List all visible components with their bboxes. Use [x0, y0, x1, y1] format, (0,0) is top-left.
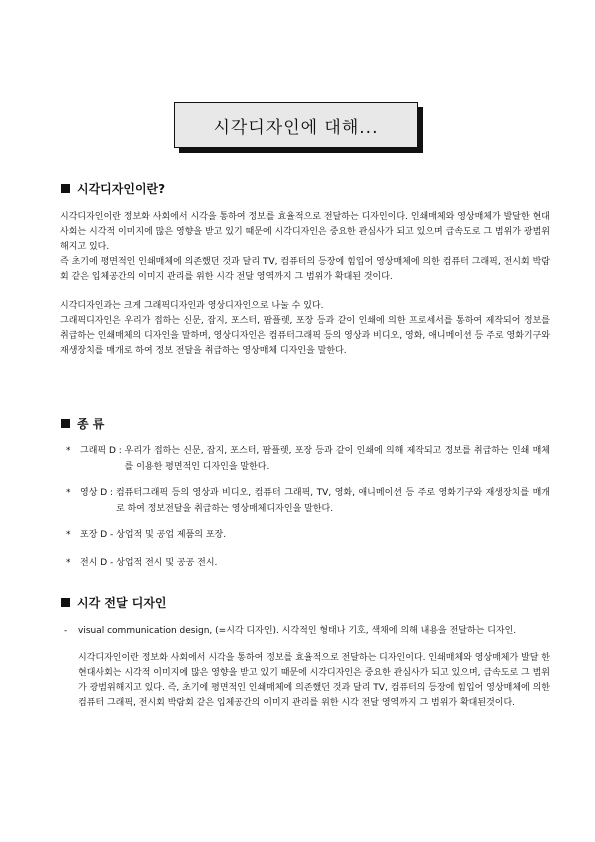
section-heading: [60, 594, 550, 610]
section-heading-text: 종 류: [77, 416, 105, 431]
paragraph: 시각디자인이란 정보화 사회에서 시각을 통하여 정보를 효율적으로 전달하는 디자인이다. 인쇄매체와 영상매체가 발달 한 현대사회는 시각적 이미지에 많은 영향을 받고 있기 때문에 시각디자인은 중요한 관심사가 되고 있으며, 급속도로 그 범위가 광범위해지고 있다. 즉, 초기에 평면적인 인쇄매체에 의존했던 것과 달리 TV, 컴퓨터의 등장에 힘입어 영상매체에 의한 컴퓨터 그래픽, 전시회 박람회 같은 입체공간의 이미지 관리를 위한 시각 전달 영역까지 그 범위가 확대된것이다.: [78, 653, 550, 708]
item-label: 그래픽 D :: [80, 446, 125, 456]
item-text: 컴퓨터그래픽 등의 영상과 비디오, 컴퓨터 그래픽, TV, 영화, 애니메이션 등 주로 영화기구와 재생장치를 매개로 하여 정보전달을 취급하는 영상매체디자인을 말한다.: [115, 488, 550, 514]
item-label: 포장 D -: [80, 530, 117, 540]
title-banner: [174, 102, 420, 152]
asterisk-icon: *: [66, 558, 71, 568]
list-item: [66, 527, 550, 543]
asterisk-icon: *: [66, 446, 71, 456]
item-text: 상업적 전시 및 공공 전시.: [116, 558, 218, 568]
asterisk-icon: *: [66, 488, 71, 498]
square-bullet-icon: [61, 419, 70, 428]
asterisk-icon: *: [66, 530, 71, 540]
dash-bullet-icon: -: [64, 626, 68, 636]
item-label: 전시 D -: [80, 558, 117, 568]
section-heading: [60, 180, 550, 196]
paragraph: 시각디자인과는 크게 그래픽디자인과 영상디자인으로 나눌 수 있다.: [60, 301, 324, 311]
section-visual-communication-design: [60, 594, 550, 720]
definition-text: visual communication design, (=시각 디자인). 시각적인 형태나 기호, 색채에 의해 내용을 전달하는 디자인.: [78, 626, 517, 636]
definition-item: [64, 624, 550, 639]
section-body: [60, 210, 550, 359]
item-label: 영상 D :: [80, 488, 116, 498]
section-heading: [60, 415, 550, 431]
list-item: [66, 555, 550, 571]
square-bullet-icon: [61, 598, 70, 607]
item-text: 우리가 접하는 신문, 잡지, 포스터, 팜플렛, 포장 등과 같이 인쇄에 의해 제작되고 정보를 취급하는 인쇄 매체를 이용한 평면적인 디자인을 말한다.: [124, 446, 550, 472]
paragraph: 시각디자인이란 정보화 사회에서 시각을 통하여 정보를 효율적으로 전달하는 디자인이다. 인쇄매체와 영상매체가 발달한 현대사회는 시각적 이미지에 많은 영향을 받고 있기 때문에 시각디자인은 중요한 관심사가 되고 있으며 급속도로 그 범위가 광범위해지고 있다.: [60, 212, 550, 252]
square-bullet-icon: [61, 184, 70, 193]
paragraph: 즉 초기에 평면적인 인쇄매체에 의존했던 것과 달리 TV, 컴퓨터의 등장에 힘입어 영상매체에 의한 컴퓨터 그래픽, 전시회 박람회 같은 입체공간의 이미지 관리를 위한 시각 전달 영역까지 그 범위가 확대된 것이다.: [60, 257, 550, 282]
list-item: [66, 485, 550, 517]
paragraph: 그래픽디자인은 우리가 접하는 신문, 잡지, 포스터, 팜플렛, 포장 등과 같이 인쇄에 의한 프로세서를 통하여 제작되어 정보를 취급하는 인쇄매체의 디자인을 말하며, 영상디자인은 컴퓨터그래픽 등의 영상과 비디오, 영화, 애니메이션 등 주로 영화기구와 재생장치를 매개로 하여 정보 전달을 취급하는 영상매체 디자인을 말한다.: [60, 316, 550, 356]
type-list: [60, 443, 550, 571]
list-item: [66, 443, 550, 475]
item-text: 상업적 및 공업 제품의 포장.: [116, 530, 227, 540]
section-heading-text: 시각디자인이란?: [77, 181, 166, 196]
section-what-is-visual-design: [60, 180, 550, 359]
page-title: 시각디자인에 대해...: [174, 102, 418, 148]
section-types: [60, 415, 550, 571]
section-heading-text: 시각 전달 디자인: [77, 595, 167, 610]
